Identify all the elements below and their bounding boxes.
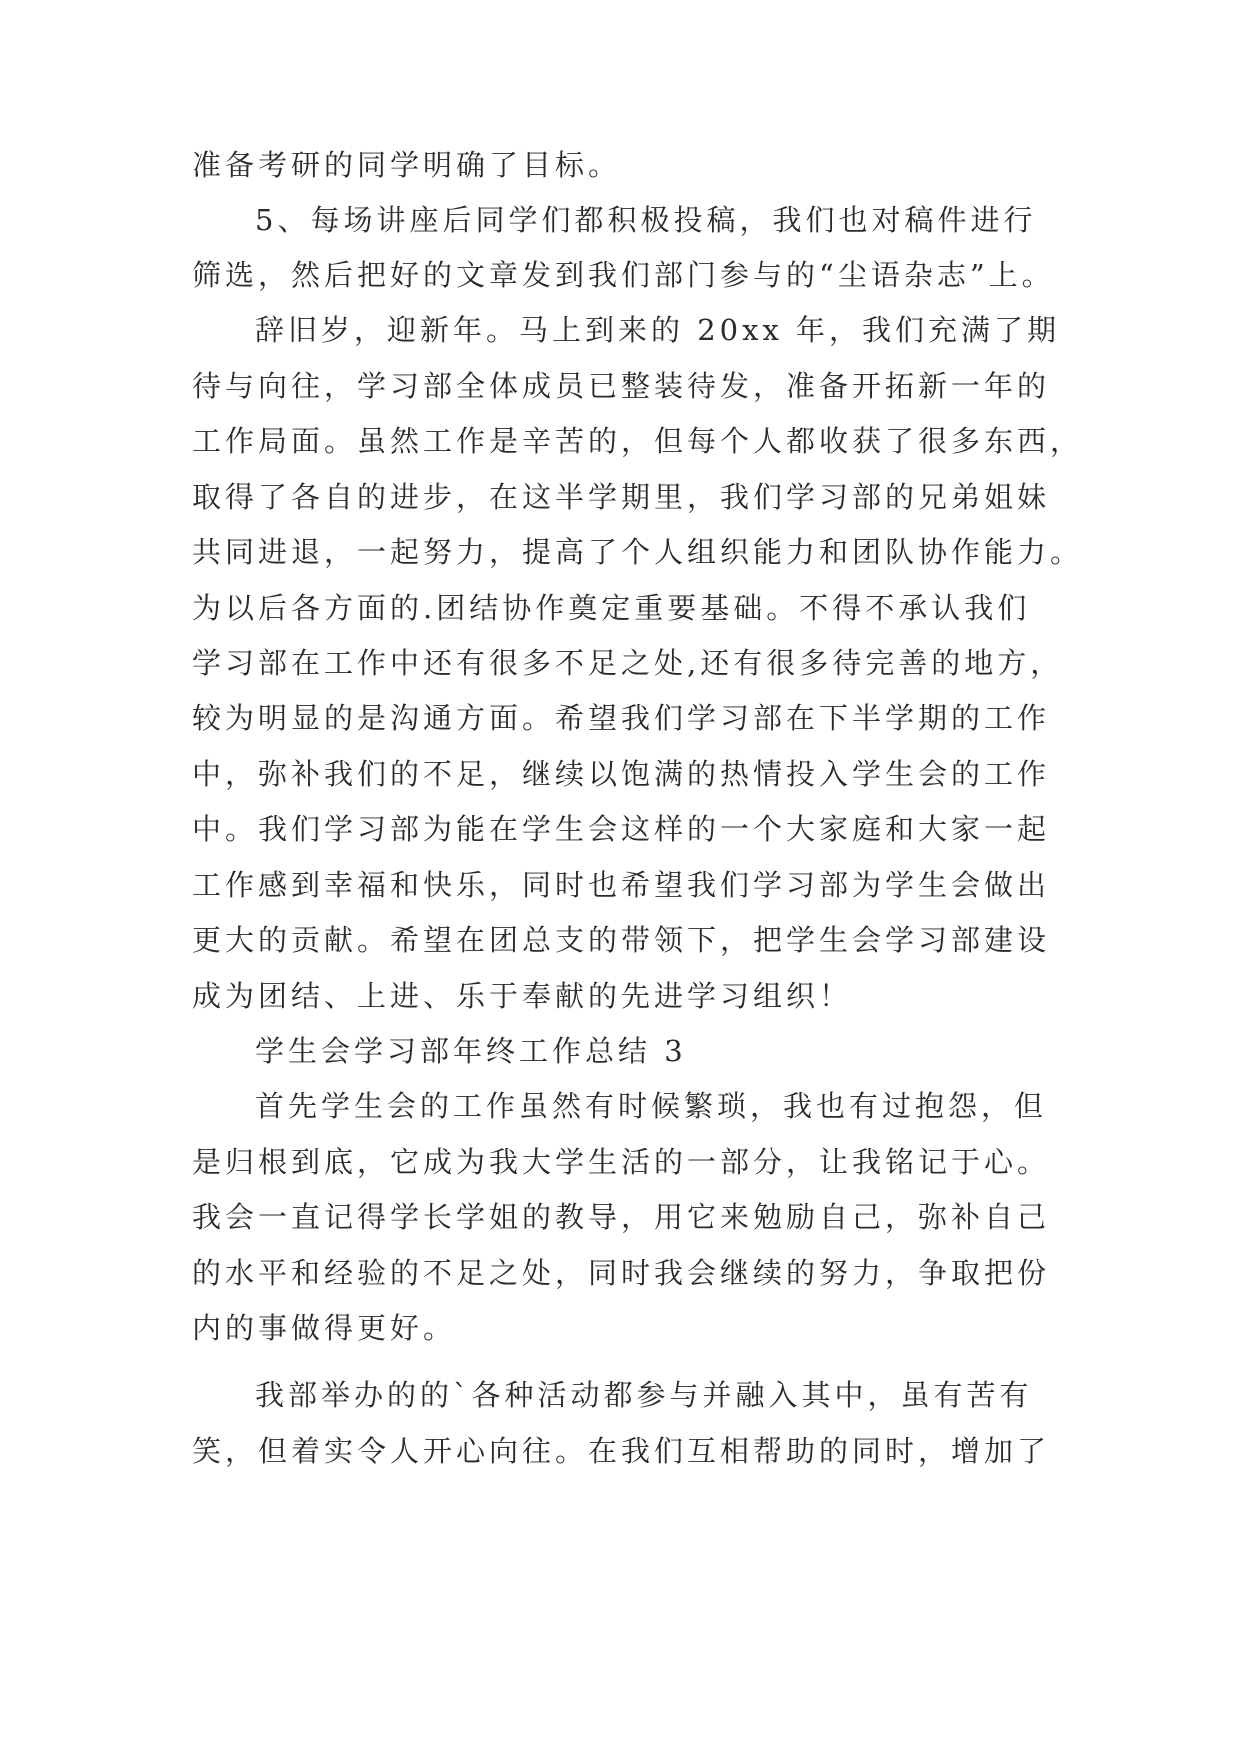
text-line: 我部举办的的`各种活动都参与并融入其中，虽有苦有 [255,1378,1033,1412]
text-line: 中。我们学习部为能在学生会这样的一个大家庭和大家一起 [192,812,1051,846]
text-line: 的水平和经验的不足之处，同时我会继续的努力，争取把份 [192,1256,1051,1290]
text-line: 准备考研的同学明确了目标。 [192,148,622,182]
text-line: 为以后各方面的.团结协作奠定重要基础。不得不承认我们 [192,591,1031,625]
text-line: 取得了各自的进步，在这半学期里，我们学习部的兄弟姐妹 [192,480,1051,514]
text-line: 首先学生会的工作虽然有时候繁琐，我也有过抱怨，但 [255,1089,1048,1123]
text-line: 中，弥补我们的不足，继续以饱满的热情投入学生会的工作 [192,757,1051,791]
text-line: 待与向往，学习部全体成员已整装待发，准备开拓新一年的 [192,369,1051,403]
text-line: 是归根到底，它成为我大学生活的一部分，让我铭记于心。 [192,1145,1051,1179]
text-line: 较为明显的是沟通方面。希望我们学习部在下半学期的工作 [192,701,1051,735]
text-line: 我会一直记得学长学姐的教导，用它来勉励自己，弥补自己 [192,1200,1051,1234]
section-heading: 学生会学习部年终工作总结 3 [255,1034,687,1068]
text-line: 工作局面。虽然工作是辛苦的，但每个人都收获了很多东西， [192,424,1084,458]
text-line: 辞旧岁，迎新年。马上到来的 20xx 年，我们充满了期 [255,313,1061,347]
text-line: 5、每场讲座后同学们都积极投稿，我们也对稿件进行 [255,203,1037,237]
text-line: 筛选，然后把好的文章发到我们部门参与的“尘语杂志”上。 [192,258,1055,292]
text-line: 内的事做得更好。 [192,1311,457,1345]
text-line: 共同进退，一起努力，提高了个人组织能力和团队协作能力。 [192,535,1084,569]
text-line: 更大的贡献。希望在团总支的带领下，把学生会学习部建设 [192,923,1051,957]
text-line: 成为团结、上进、乐于奉献的先进学习组织！ [192,979,853,1013]
text-line: 工作感到幸福和快乐，同时也希望我们学习部为学生会做出 [192,868,1051,902]
text-line: 学习部在工作中还有很多不足之处,还有很多待完善的地方， [192,646,1064,680]
text-line: 笑，但着实令人开心向往。在我们互相帮助的同时，增加了 [192,1434,1051,1468]
